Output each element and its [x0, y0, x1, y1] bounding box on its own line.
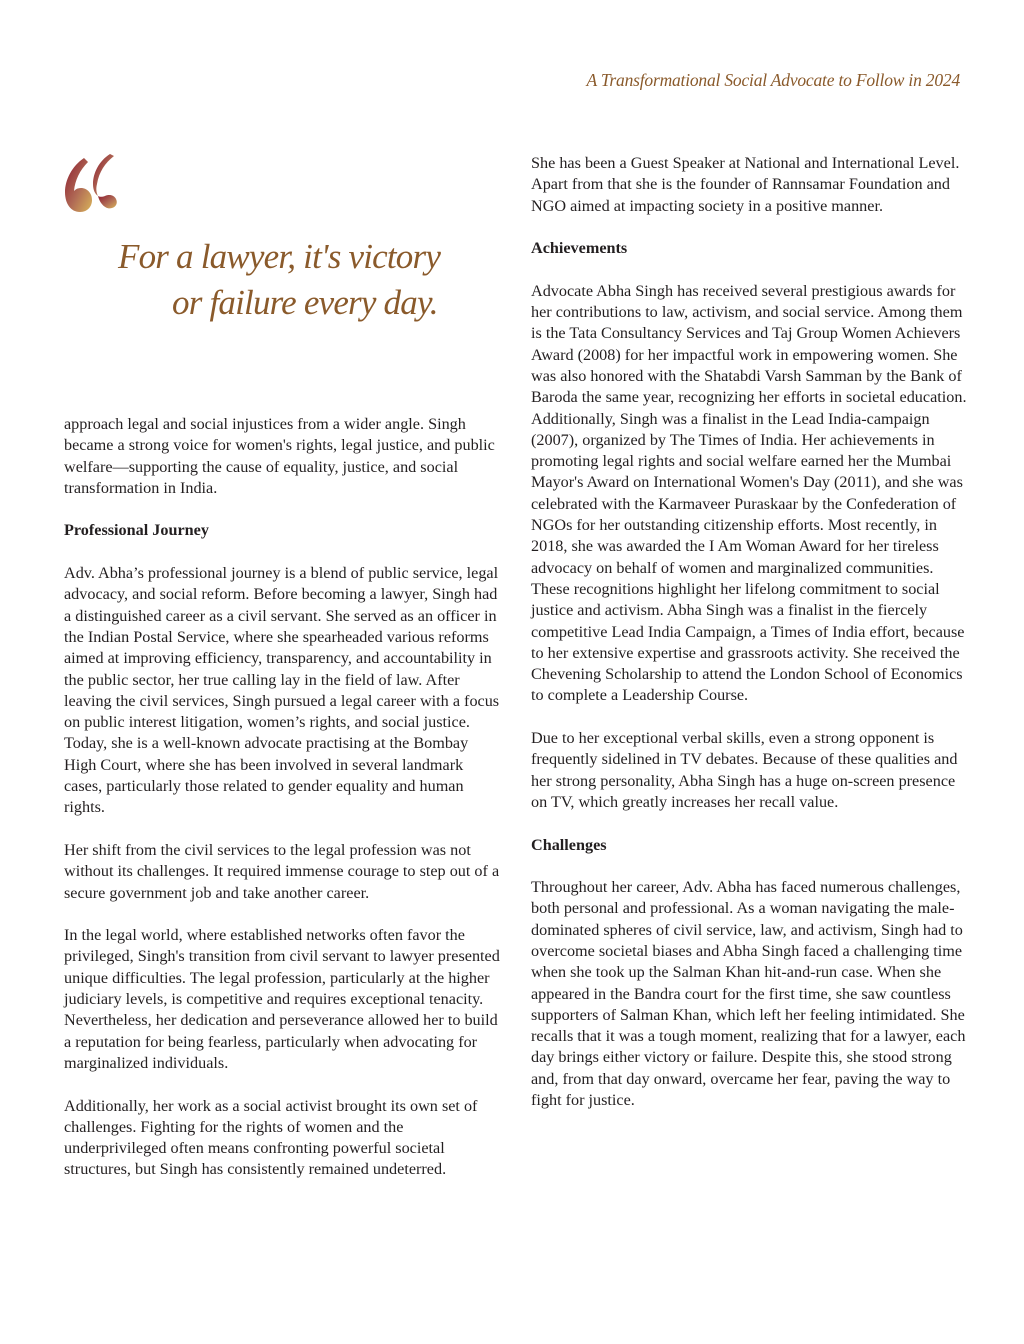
achievements-heading: Achievements	[531, 239, 628, 258]
challenges-paragraph-1: Throughout her career, Adv. Abha has faced numerous challenges, both personal and professional. As a woman navigating the male-dominated spheres of civil service, law, and activism, Singh had to overcome societal biases and Abha Singh faced a challenging time when she took up the Salman Khan hit-and-run case. When she appeared in the Bandra court for the first time, she saw countless supporters of Salman Khan, which left her feeling intimidated. She recalls that it was a tough moment, realizing that for a lawyer, each day brings either victory or failure. Despite this, she stood strong and, from that day onward, overcame her fear, paving the way to fight for justice.	[531, 878, 966, 1110]
right-intro-paragraph: She has been a Guest Speaker at National and International Level. Apart from that she is the founder of Rannsamar Foundation and NGO aimed at impacting society in a positive manner.	[531, 154, 960, 215]
professional-paragraph-3: In the legal world, where established networks often favor the privileged, Singh's transition from civil servant to lawyer presented unique difficulties. The legal profession, particularly at the higher judiciary levels, is competitive and requires exceptional tenacity. Nevertheless, her dedication and perseverance allowed her to build a reputation for being fearless, particularly when advocating for marginalized individuals.	[64, 926, 500, 1072]
quote-open-icon	[62, 150, 118, 216]
professional-paragraph-2: Her shift from the civil services to the legal profession was not without its challenges. It required immense courage to step out of a secure government job and take another career.	[64, 840, 500, 902]
pull-quote	[118, 234, 478, 326]
professional-journey-heading: Professional Journey	[64, 521, 209, 540]
achievements-paragraph-1: Advocate Abha Singh has received several prestigious awards for her contributions to law, activism, and social service. Among them is the Tata Consultancy Services and Taj Group Women Achievers Award (2008) for her impactful work in empowering women. She was also honored with the Shatabdi Varsh Samman by the Bank of Baroda the same year, recognizing her efforts in societal education. Additionally, Singh was a finalist in the Lead India-campaign (2007), organized by The Times of India. Her achievements in promoting legal rights and social welfare earned her the Mumbai Mayor's Award on International Women's Day (2011), and she was celebrated with the Karmaveer Puraskaar by the Confederation of NGOs for her outstanding citizenship efforts. Most recently, in 2018, she was awarded the I Am Woman Award for her tireless advocacy on behalf of women and marginalized communities. These recognitions highlight her lifelong commitment to social justice and activism. Abha Singh was a finalist in the fiercely competitive Lead India Campaign, a Times of India effort, because to her extensive expertise and grassroots activity. She received the Chevening Scholarship to attend the London School of Economics to complete a Leadership Course.	[531, 281, 967, 705]
achievements-paragraph-2: Due to her exceptional verbal skills, even a strong opponent is frequently sidelined in TV debates. Because of these qualities and her strong personality, Abha Singh has a huge on-screen presence on TV, which greatly increases her recall value.	[531, 729, 958, 811]
pull-quote-line-2: or failure every day.	[172, 283, 438, 322]
left-intro-paragraph: approach legal and social injustices from a wider angle. Singh became a strong voice for women's rights, legal justice, and public welfare—supporting the cause of equality, justice, and social transformation in India.	[64, 415, 495, 497]
page-header-title: A Transformational Social Advocate to Follow in 2024	[586, 70, 960, 90]
right-column	[531, 153, 967, 1133]
professional-paragraph-4: Additionally, her work as a social activist brought its own set of challenges. Fighting for the rights of women and the underprivileged often means confronting powerful societal structures, but Singh has consistently remained undeterred.	[64, 1096, 478, 1179]
professional-paragraph-1: Adv. Abha’s professional journey is a blend of public service, legal advocacy, and social reform. Before becoming a lawyer, Singh had a distinguished career as a civil servant. She served as an officer in the Indian Postal Service, where she spearheaded various reforms aimed at improving efficiency, transparency, and accountability in the public sector, her true calling lay in the field of law. After leaving the civil services, Singh pursued a legal career with a focus on public interest litigation, women’s rights, and social justice. Today, she is a well-known advocate practising at the Bombay High Court, where she has been involved in several landmark cases, particularly those related to gender equality and human rights.	[64, 564, 500, 817]
pull-quote-line-1: For a lawyer, it's victory	[118, 237, 441, 276]
challenges-heading: Challenges	[531, 835, 607, 854]
left-column	[64, 414, 502, 1202]
